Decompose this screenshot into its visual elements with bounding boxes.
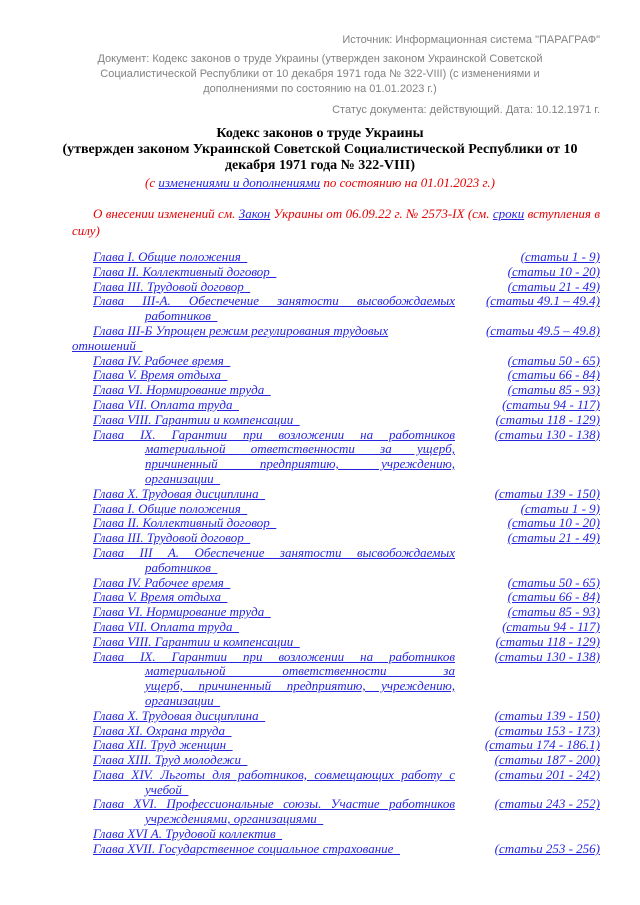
header-document-line: Документ: Кодекс законов о труде Украины (утвержден законом Украинской Советской [97,53,543,65]
table-of-contents [72,250,600,857]
chapter-link[interactable]: Глава IX. Гарантии при возложении на работников [93,426,455,442]
articles-range-link[interactable]: (статьи 139 - 150) [494,485,600,501]
chapter-link-line[interactable] [93,324,455,339]
toc-row [72,428,600,487]
chapter-link-line[interactable] [145,472,455,487]
articles-range-link[interactable]: (статьи 1 - 9) [520,500,600,516]
change-notice [72,205,600,239]
toc-row [72,620,600,635]
chapter-link-line[interactable] [93,635,455,650]
chapter-link[interactable]: Глава XVI А. Трудовой коллектив [93,826,283,842]
toc-row [72,635,600,650]
toc-row [72,724,600,739]
toc-row [72,576,600,591]
chapter-link-line[interactable] [93,428,455,443]
chapter-link[interactable]: Глава V. Время отдыха [93,589,228,605]
articles-range-link[interactable]: (статьи 21 - 49) [507,530,600,546]
chapter-link-line[interactable] [145,694,455,709]
chapter-link[interactable]: Глава VI. Нормирование труда [93,604,271,620]
articles-range-link[interactable]: (статьи 118 - 129) [495,633,600,649]
chapter-link-line[interactable] [145,309,455,324]
header-source: Источник: Информационная система "ПАРАГРАФ" [342,34,600,46]
chapter-link[interactable]: Глава II. Коллективный договор [93,515,277,531]
chapter-link[interactable]: Глава XII. Труд женщин [93,737,233,753]
chapter-link-line[interactable] [145,442,455,457]
toc-row [72,398,600,413]
chapter-link-line[interactable] [93,605,455,620]
chapter-link[interactable]: работников [145,308,218,324]
chapter-link-line[interactable] [145,457,455,472]
chapter-link[interactable]: Глава III-Б Упрощен режим регулирования трудовых [93,322,389,338]
chapter-link[interactable]: Глава VII. Оплата труда [93,396,239,412]
toc-row [72,354,600,369]
chapter-link[interactable]: Глава X. Трудовая дисциплина [93,707,266,723]
articles-range-link[interactable]: (статьи 153 - 173) [494,722,600,738]
chapter-link[interactable]: материальной ответственности за ущерб, [145,441,455,457]
articles-range-link[interactable]: (статьи 174 - 186.1) [484,737,600,753]
document-title-line: декабря 1971 года № 322-VIII) [224,158,416,173]
chapter-link-line[interactable] [93,724,455,739]
chapter-link-line[interactable] [145,783,455,798]
text-segment: (с [145,175,159,190]
toc-row [72,280,600,295]
header-document-line: дополнениями по состоянию на 01.01.2023 г.) [203,83,437,95]
chapter-link[interactable]: работников [145,559,218,575]
articles-range-link[interactable]: (статьи 49.5 – 49.8) [485,322,600,338]
chapter-link-line[interactable] [145,664,455,679]
chapter-link-line[interactable] [93,368,455,383]
toc-row [72,265,600,280]
toc-row [72,650,600,709]
chapter-link[interactable]: Глава XI. Охрана труда [93,722,232,738]
header-status: Статус документа: действующий. Дата: 10.12.1971 г. [332,104,600,116]
toc-row [72,797,600,827]
header-document-line: Социалистической Республики от 10 декабря 1971 года № 322-VIII) (с изменениями и [100,68,540,80]
chapter-link-line[interactable] [93,280,455,295]
toc-row [72,753,600,768]
text-segment: по состоянию на 01.01.2023 г.) [320,175,495,190]
chapter-link[interactable]: Глава XVII. Государственное социальное страхование [93,840,400,856]
chapter-link[interactable]: Глава VIII. Гарантии и компенсации [93,633,300,649]
chapter-link[interactable]: Глава VII. Оплата труда [93,618,239,634]
chapter-link-line[interactable] [93,797,455,812]
text-segment: силу) [72,223,100,238]
toc-row [72,294,600,324]
articles-range-link[interactable]: (статьи 253 - 256) [494,840,600,856]
articles-range-link[interactable]: (статьи 66 - 84) [507,367,600,383]
chapter-link[interactable]: Глава III. Трудовой договор [93,530,251,546]
text-segment: О внесении изменений см. [93,206,239,221]
articles-range-link[interactable]: (статьи 49.1 – 49.4) [485,293,600,309]
chapter-link[interactable]: Глава III А. Обеспечение занятости высвобождаемых [93,544,455,560]
toc-row [72,709,600,724]
chapter-link[interactable]: Глава IV. Рабочее время [93,574,231,590]
articles-range-link[interactable]: (статьи 50 - 65) [507,574,600,590]
header-document [58,52,582,97]
chapter-link-line[interactable] [93,294,455,309]
chapter-link-line[interactable] [93,827,455,842]
chapter-link-line[interactable] [145,561,455,576]
inline-link[interactable]: Закон [238,206,271,221]
articles-range-link[interactable]: (статьи 1 - 9) [520,249,600,264]
chapter-link[interactable]: Глава IV. Рабочее время [93,352,231,368]
chapter-link[interactable]: Глава XVI. Профессиональные союзы. Участие работников [93,796,455,812]
chapter-link[interactable]: материальной ответственности за [145,663,455,679]
chapter-link[interactable]: Глава V. Время отдыха [93,367,228,383]
articles-range-link[interactable]: (статьи 10 - 20) [507,263,600,279]
chapter-link[interactable]: ущерб, причиненный предприятию, учреждению, [145,678,455,694]
change-notice-line [72,222,600,239]
articles-range-link[interactable]: (статьи 85 - 93) [507,382,600,398]
chapter-link[interactable]: Глава XIV. Льготы для работников, совмещающих работу с [93,766,455,782]
articles-range-link[interactable]: (статьи 187 - 200) [494,752,600,768]
change-notice-line [93,205,600,222]
amendment-note [40,175,600,191]
toc-row [72,738,600,753]
chapter-link[interactable]: Глава X. Трудовая дисциплина [93,485,266,501]
chapter-link-line[interactable] [72,339,455,354]
inline-link[interactable]: изменениями и дополнениями [158,175,321,190]
chapter-link-line[interactable] [93,502,455,517]
articles-range-link[interactable]: (статьи 201 - 242) [494,766,600,782]
toc-row [72,546,600,576]
articles-range-link[interactable]: (статьи 50 - 65) [507,352,600,368]
chapter-link-line[interactable] [93,265,455,280]
articles-range-link[interactable]: (статьи 10 - 20) [507,515,600,531]
toc-row [72,768,600,798]
articles-range-link[interactable]: (статьи 94 - 117) [502,618,600,634]
chapter-link[interactable]: Глава III. Трудовой договор [93,278,251,294]
articles-range-link[interactable]: (статьи 130 - 138) [494,426,600,442]
toc-row [72,531,600,546]
toc-row [72,413,600,428]
text-segment: Украины от 06.09.22 г. № 2573-IX (см. [270,206,493,221]
chapter-link[interactable]: Глава VIII. Гарантии и компенсации [93,411,300,427]
toc-row [72,324,600,354]
document-title-line: Кодекс законов о труде Украины [216,126,424,141]
toc-row [72,250,600,265]
chapter-link[interactable]: причиненный предприятию, учреждению, [145,456,455,472]
chapter-link[interactable]: Глава II. Коллективный договор [93,263,277,279]
chapter-link-line[interactable] [93,738,455,753]
chapter-link-line[interactable] [93,842,455,857]
chapter-link-line[interactable] [93,650,455,665]
chapter-link-line[interactable] [93,383,455,398]
chapter-link[interactable]: Глава XIII. Труд молодежи [93,752,248,768]
chapter-link[interactable]: организации [145,470,221,486]
document-title-line: (утвержден законом Украинской Советской Социалистической Республики от 10 [62,142,578,157]
toc-row [72,605,600,620]
chapter-link[interactable]: Глава IX. Гарантии при возложении на работников [93,648,455,664]
chapter-link-line[interactable] [93,516,455,531]
articles-range-link[interactable]: (статьи 85 - 93) [507,604,600,620]
articles-range-link[interactable]: (статьи 118 - 129) [495,411,600,427]
chapter-link-line[interactable] [145,812,455,827]
chapter-link[interactable]: Глава VI. Нормирование труда [93,382,271,398]
articles-range-link[interactable]: (статьи 243 - 252) [494,796,600,812]
chapter-link-line[interactable] [93,753,455,768]
text-segment: вступления в [524,206,600,221]
chapter-link[interactable]: организации [145,692,221,708]
articles-range-link[interactable]: (статьи 130 - 138) [494,648,600,664]
toc-row [72,502,600,517]
chapter-link-line[interactable] [93,531,455,546]
chapter-link-line[interactable] [93,709,455,724]
chapter-link[interactable]: отношений [72,337,143,353]
articles-range-link[interactable]: (статьи 66 - 84) [507,589,600,605]
articles-range-link[interactable]: (статьи 139 - 150) [494,707,600,723]
toc-row [72,827,600,842]
chapter-link[interactable]: учебой [145,781,189,797]
toc-row [72,383,600,398]
chapter-link-line[interactable] [145,679,455,694]
toc-row [72,368,600,383]
toc-row [72,487,600,502]
chapter-link-line[interactable] [93,250,455,265]
inline-link[interactable]: сроки [492,206,525,221]
chapter-link[interactable]: Глава I. Общие положения [93,500,248,516]
chapter-link[interactable]: Глава I. Общие положения [93,249,248,264]
chapter-link-line[interactable] [93,413,455,428]
chapter-link-line[interactable] [93,620,455,635]
articles-range-link[interactable]: (статьи 21 - 49) [507,278,600,294]
toc-row [72,516,600,531]
document-title [40,126,600,174]
chapter-link-line[interactable] [93,398,455,413]
chapter-link-line[interactable] [93,487,455,502]
chapter-link-line[interactable] [93,546,455,561]
toc-row [72,842,600,857]
chapter-link-line[interactable] [93,768,455,783]
chapter-link-line[interactable] [93,354,455,369]
articles-range-link[interactable]: (статьи 94 - 117) [502,396,600,412]
chapter-link[interactable]: учреждениями, организациями [145,811,324,827]
chapter-link-line[interactable] [93,576,455,591]
chapter-link[interactable]: Глава III-А. Обеспечение занятости высвобождаемых [93,293,455,309]
chapter-link-line[interactable] [93,590,455,605]
toc-row [72,590,600,605]
